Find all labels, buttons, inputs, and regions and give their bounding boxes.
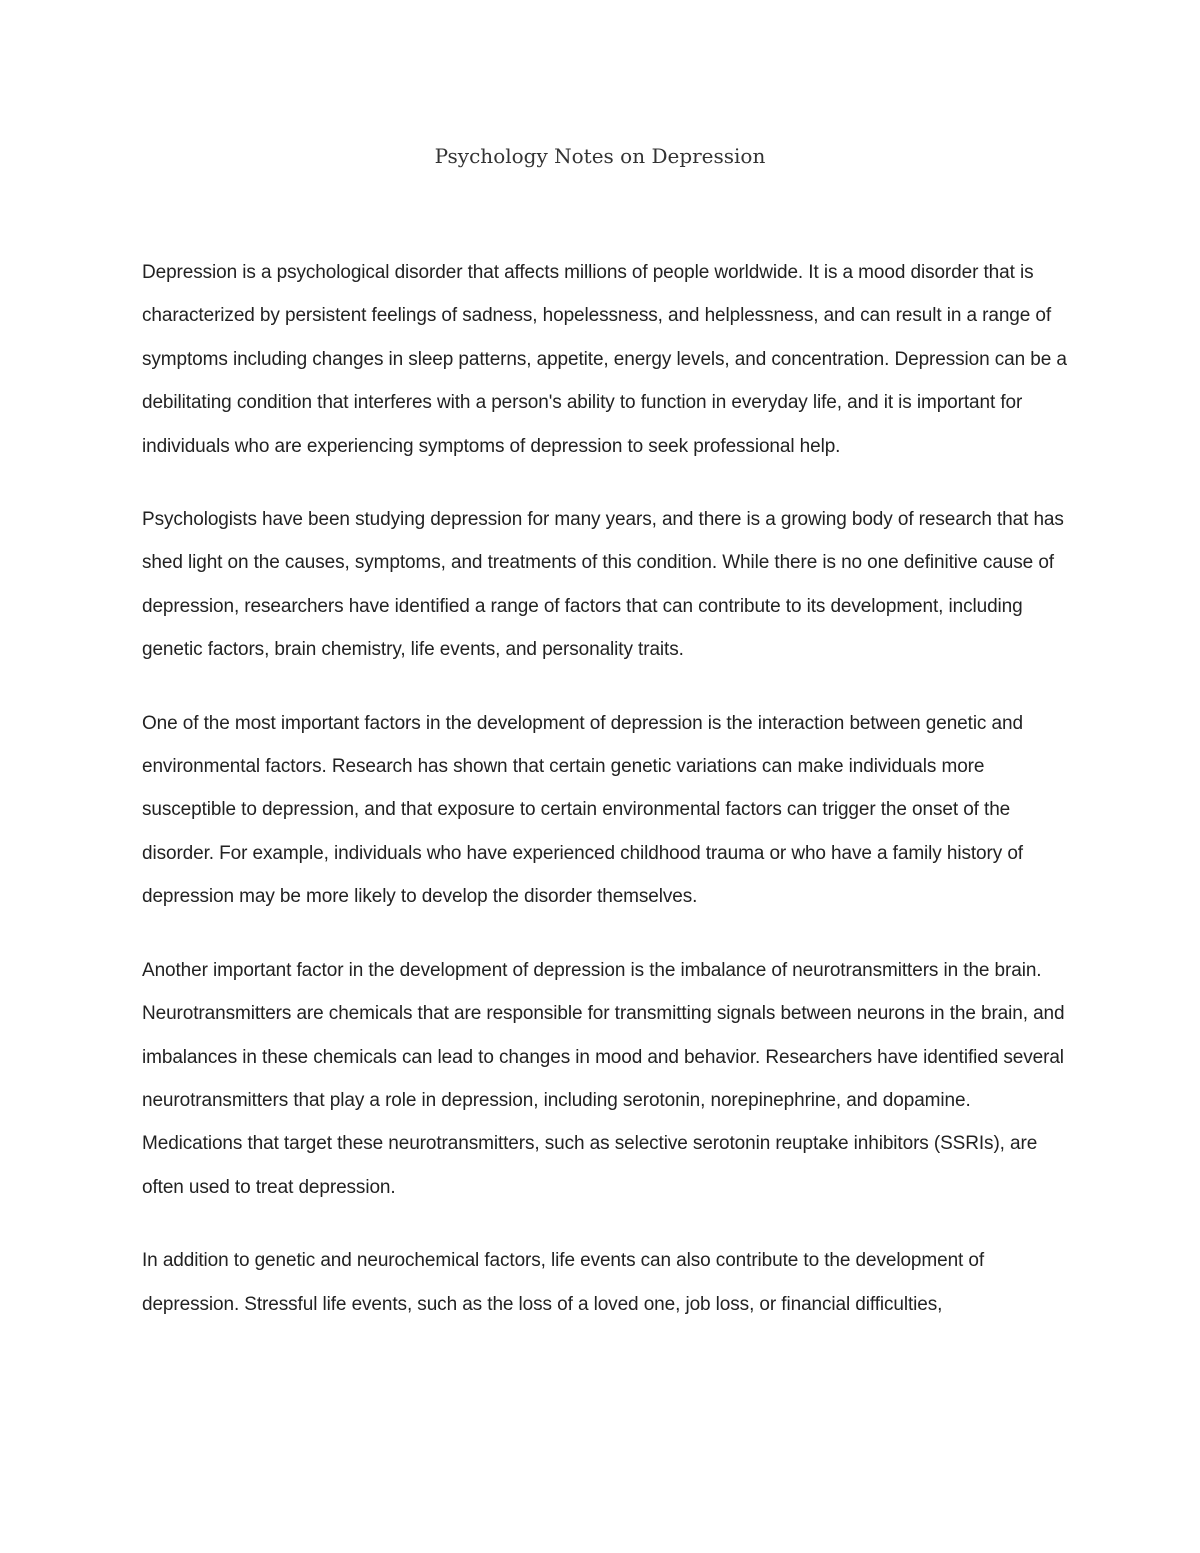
paragraph-intro: Depression is a psychological disorder that affects millions of people worldwide. It is a mood disorder that is characterized by persistent feelings of sadness, hopelessness, and helplessness, and can result in a range of symptoms including changes in sleep patterns, appetite, energy levels, and concentration. Depression can be a debilitating condition that interferes with a person's ability to function in everyday life, and it is important for individuals who are experiencing symptoms of depression to seek professional help. bbox=[142, 262, 1067, 457]
paragraph-research: Psychologists have been studying depression for many years, and there is a growing body of research that has shed light on the causes, symptoms, and treatments of this condition. While there is no one definitive cause of depression, researchers have identified a range of factors that can contribute to its development, including genetic factors, brain chemistry, life events, and personality traits. bbox=[142, 509, 1064, 661]
document-title: Psychology Notes on Depression bbox=[434, 144, 766, 168]
paragraph-genetic-environmental: One of the most important factors in the development of depression is the interaction between genetic and environmental factors. Research has shown that certain genetic variations can make individuals more susceptible to depression, and that exposure to certain environmental factors can trigger the onset of the disorder. For example, individuals who have experienced childhood trauma or who have a family history of depression may be more likely to develop the disorder themselves. bbox=[142, 712, 1023, 908]
document-body bbox=[142, 251, 1067, 1356]
paragraph-neurotransmitters: Another important factor in the development of depression is the imbalance of neurotransmitters in the brain. Neurotransmitters are chemicals that are responsible for transmitting signals between neurons in the brain, and imbalances in these chemicals can lead to changes in mood and behavior. Researchers have identified several neurotransmitters that play a role in depression, including serotonin, norepinephrine, and dopamine. Medications that target these neurotransmitters, such as selective serotonin reuptake inhibitors (SSRIs), are often used to treat depression. bbox=[142, 959, 1065, 1198]
paragraph-life-events: In addition to genetic and neurochemical factors, life events can also contribute to the development of depression. Stressful life events, such as the loss of a loved one, job loss, or financial difficulties, bbox=[142, 1250, 985, 1315]
